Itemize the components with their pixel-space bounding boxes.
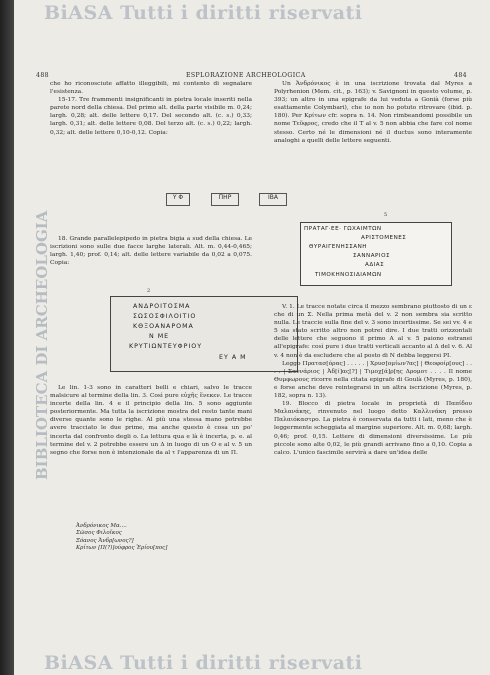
paragraph: Le lin. 1-3 sono in caratteri belli e chiari, salvo le tracce malsicure al termine della lin. 3. Così pure εὐχῆς ἕνεκεν. Le tracce incerte della lin. 4 e il principio della lin. 5 sono aggiunte posteriormente. Ma tutta la iscrizione mostra del resto tante mani diverse quante sono le righe. Al più una stessa mano potrebbe avere tracciato le due prime, ma anche questo è cosa un po' incerta dal confronto degli o. La lettura qua e là è incerta, p. e. al termine del v. 2 potrebbe essere un Δ in luogo di un O e al v. 5 un segno che forse non è intenzionale da al τ l'apparenza di un Π. <box>50 385 252 456</box>
inscription-18-box <box>110 296 298 372</box>
inscription-19-box <box>300 222 452 286</box>
right-column-2 <box>274 303 472 457</box>
reading-line: Ἀνδρόνικος Μα.... <box>76 523 127 529</box>
watermark-top: BiASA Tutti i diritti riservati <box>44 2 363 24</box>
watermark-bottom: BiASA Tutti i diritti riservati <box>44 652 363 674</box>
inscription-line: ΑΔΙΑΣ <box>365 262 385 268</box>
right-column <box>274 80 472 145</box>
fragment-16: ΠΗΡ <box>211 193 239 206</box>
reading-line: Ξόανος Ἀνδρ[ωνος?] <box>76 537 134 544</box>
left-column <box>50 80 252 137</box>
inscription-line: ΕΥ Α Μ <box>219 354 247 361</box>
watermark-side: BIBLIOTECA DI ARCHEOLOGIA <box>33 210 51 480</box>
inscription-line: ΘΥΡΑΙΓΕΝΗΣΣΑΝΗ <box>309 244 367 250</box>
paragraph: 19. Blocco di pietra locale in proprietà di Παπίδου Μαλανάκης, rinvenuto nel luogo detto Καλλινάκη presso Παλαιόκαστρο. La pietra è conservata da tutti i lati, meno che è leggermente scheggiata al margine superiore. Alt. m. 0,68; largh. 0,46; prof. 0,15. Lettere di dimensioni diversissime. Le più piccole sono alte 0,02, le più grandi arrivano fino a 0,10. Copia a calco. L'unico fascimile servirà a dare un'idea delle <box>274 401 472 456</box>
paragraph: Leggo Πρατασ[όρας] . . . . . | Χρυσ[ομίων?ας] | Θεοφοίρ[ους] . . . . | Σαννάριος | Ἀδ[ί]ας[?] | Τιμοχ[ά]ρ[ης Δρομοτ . . . . Il nome Θυμφωρους ricorre nella citata epigrafe di Goulà (Myres, p. 180), e forse anche deve reintegrarsi in un altra iscrizione (Myres, p. 182, sopra n. 13). <box>274 360 472 400</box>
figure-number: 2 <box>147 288 151 294</box>
figure-number: 5 <box>384 212 388 218</box>
page-number-left: 488 <box>36 72 50 79</box>
inscription-line: ΠΡΑΤΑΓ·ΕΕ· ΓΩΧΑΙΜΤΩΝ <box>304 226 382 232</box>
inscription-line: ΣΑΝΝΑΡΙΟΣ <box>353 253 391 259</box>
fragment-17: ΙΒΑ <box>259 193 287 206</box>
inscription-line: ΑΝΔΡΟΙΤΟΣΜΑ <box>133 303 191 310</box>
left-column-3 <box>50 384 252 457</box>
inscription-line: ΚΘΞΟΑΝΑΡΟΜΑ <box>133 323 194 330</box>
running-title: ESPLORAZIONE ARCHEOLOGICA <box>186 72 306 79</box>
inscription-line: ΑΡΙΣΤΟΜΕΝΕΣ <box>361 235 407 241</box>
paragraph: 18. Grande parallelepipedo in pietra bigia a sud della chiesa. Le iscrizioni sono sulle due facce larghe laterali. Alt. m. 0,44-0,465; largh. 1,40; prof. 0,14; alt. delle lettere variabile da 0,02 a 0,075. Copia: <box>50 236 252 267</box>
document-page <box>14 0 490 675</box>
inscription-line: Ν ΜΕ <box>149 333 170 340</box>
paragraph: che ho riconosciute affatto illeggibili, mi contento di segnalare l'esistenza. <box>50 81 252 96</box>
paragraph: Un Ἀνδρόνικος è in una iscrizione trovata dal Myres a Polyrhenion (Mem. cit., p. 163); v. Savignoni in questo volume, p. 393; un altro in una epigrafe da lui veduta a Gonià (forse più esattamente Colymbari), che io non ho potuto ritrovare (ibid. p. 180). Per Κρίτων cfr. sopra n. 14. Non rimbeandomi possibile un nome Τεῦφρος, credo che il Τ al v. 5 non abbia che fare col nome stesso. Certo né le dimensioni né il ductus sono interamente analoghi a quelli delle lettere seguenti. <box>274 81 472 144</box>
page-number-right: 484 <box>454 72 468 79</box>
epigraph-reading <box>76 523 167 553</box>
inscription-line: ΚΡΥΤΙΩΝΤΕΥΦΡΙΟΥ <box>129 343 203 350</box>
inscription-line: ΤΙΜΟΚΗΝΟΣΙΔΙΑΜΩΝ <box>315 272 382 278</box>
reading-line: Κρίτων [Π(?)]ούφρος Ἐρίου[πος] <box>76 545 168 552</box>
paragraph: V. 1. Le tracce notate circa il mezzo sembrano piuttosto di un ε che di un Σ. Nella prima metà del v. 2 non sembra sia scritto nulla. Le traccie sulla fine del v. 3 sono incertissime. Se sei vv. 4 e 5 sia stato scritto altro non potrei dire. I due tratti orizzontali delle lettere che seguono il primo A al v. 5 paiono estranei all'epigrafe: così pure i due tratti verticali accanto al Δ del v. 6. Al v. 4 non è da escludere che al posto di Ν debba leggersi ΡΙ. <box>274 304 472 359</box>
paragraph: 15-17. Tre frammenti insignificanti in pietra locale inseriti nella parete nord della chiesa. Del primo alt. della parte visibile m. 0,24; largh. 0,28; alt. delle lettere 0,17. Del secondo alt. (c. s.) 0,33; largh. 0,31; alt. delle lettere 0,08. Del terzo alt. (c. s.) 0,22; largh. 0,32; alt. delle lettere 0,10-0,12. Copia: <box>50 97 252 136</box>
fragment-15: Υ Φ <box>166 193 190 206</box>
reading-line: Σῶσος Φιλοῖκος <box>76 530 122 537</box>
left-column-2 <box>50 235 252 267</box>
inscription-line: ΣΩΣΟΣΦΙΛΟΙΤΙΟ <box>133 313 197 320</box>
